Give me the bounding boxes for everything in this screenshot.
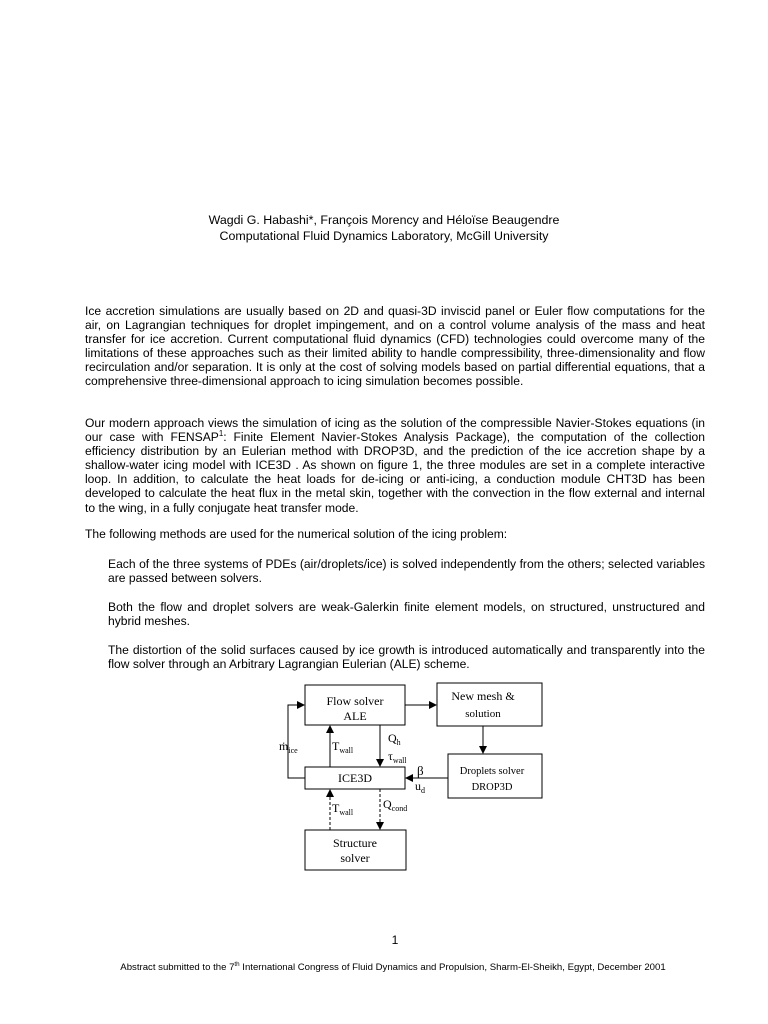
ice3d-label: ICE3D (338, 771, 372, 785)
u-d-label (415, 779, 425, 795)
mice-loop-line (288, 705, 305, 778)
paragraph-approach (85, 416, 705, 515)
author-block (0, 212, 768, 244)
solver-label: solver (340, 851, 370, 865)
author-affiliation: Computational Fluid Dynamics Laboratory, McGill University (219, 229, 549, 243)
method-item: Both the flow and droplet solvers are weak-Galerkin finite element models, on structured, unstructured and hybrid meshes. (108, 600, 705, 629)
t-wall2-base: T (332, 801, 340, 815)
tau-wall-label (388, 749, 407, 765)
paragraph-methods-intro: The following methods are used for the numerical solution of the icing problem: (85, 527, 508, 541)
droplets-solver-label: Droplets solver (459, 766, 525, 777)
t-wall-structure-label (332, 801, 354, 817)
ale-label: ALE (343, 709, 367, 723)
q-h-sub: h (396, 738, 401, 747)
footer-sup: th (234, 960, 240, 968)
q-cond-base: Q (383, 797, 392, 811)
footnote-ref: 1 (218, 429, 224, 439)
paragraph-approach-text-a: Our modern approach views the simulation of icing as the solution of the compressible Navier-Stokes equations (in our case with FENSAP (85, 416, 705, 445)
m-ice-base: ṁ (279, 739, 289, 753)
footer-text-a: Abstract submitted to the 7 (120, 962, 235, 973)
t-wall-label (332, 739, 354, 755)
tau-sub: wall (392, 756, 407, 765)
t-wall2-sub: wall (339, 808, 354, 817)
new-mesh-label: New mesh & (451, 689, 515, 703)
structure-label: Structure (333, 836, 377, 850)
q-h-base: Q (388, 731, 397, 745)
q-cond-sub: cond (391, 804, 408, 813)
u-d-sub: d (421, 786, 425, 795)
solution-label: solution (465, 708, 501, 720)
method-item: The distortion of the solid surfaces caused by ice growth is introduced automatically and transparently into the flow solver through an Arbitrary Lagrangian Eulerian (ALE) scheme. (108, 643, 705, 672)
footer-note (0, 962, 768, 973)
solver-loop-diagram (270, 680, 550, 875)
page-number: 1 (391, 933, 399, 947)
q-h-label (388, 731, 401, 747)
u-d-base: u (415, 779, 421, 793)
m-ice-label (279, 739, 298, 755)
flow-solver-label: Flow solver (326, 694, 384, 708)
q-cond-label (383, 797, 407, 813)
t-wall-base: T (332, 739, 340, 753)
tau-base: τ (388, 749, 393, 763)
m-ice-sub: ice (288, 746, 298, 755)
drop3d-label: DROP3D (471, 782, 513, 793)
beta-label: β (417, 763, 424, 778)
t-wall-sub: wall (339, 746, 354, 755)
author-names: Wagdi G. Habashi*, François Morency and Héloïse Beaugendre (208, 213, 560, 227)
paragraph-approach-text-b: : Finite Element Navier-Stokes Analysis Package), the computation of the collection efficiency distribution by an Eulerian method with DROP3D, and the prediction of the ice accretion shape by a shallow-water icing model with ICE3D . As shown on figure 1, the three modules are set in a complete interactive loop. In addition, to calculate the heat loads for de-icing or anti-icing, a conduction module CHT3D has been developed to calculate the heat flux in the metal skin, together with the convection in the flow external and internal to the wing, in a fully conjugate heat transfer mode. (85, 430, 705, 515)
paragraph-intro: Ice accretion simulations are usually based on 2D and quasi-3D inviscid panel or Euler flow computations for the air, on Lagrangian techniques for droplet impingement, and on a control volume analysis of the mass and heat transfer for ice accretion. Current computational fluid dynamics (CFD) technologies could overcome many of the limitations of these approaches such as their limited ability to handle compressibility, three-dimensionality and flow recirculation and/or separation. It is only at the cost of solving models based on partial differential equations, that a comprehensive three-dimensional approach to icing simulation becomes possible. (85, 304, 705, 389)
method-item: Each of the three systems of PDEs (air/droplets/ice) is solved independently from the others; selected variables are passed between solvers. (108, 557, 705, 586)
footer-text-b: International Congress of Fluid Dynamics and Propulsion, Sharm-El-Sheikh, Egypt, December 2001 (239, 962, 666, 973)
